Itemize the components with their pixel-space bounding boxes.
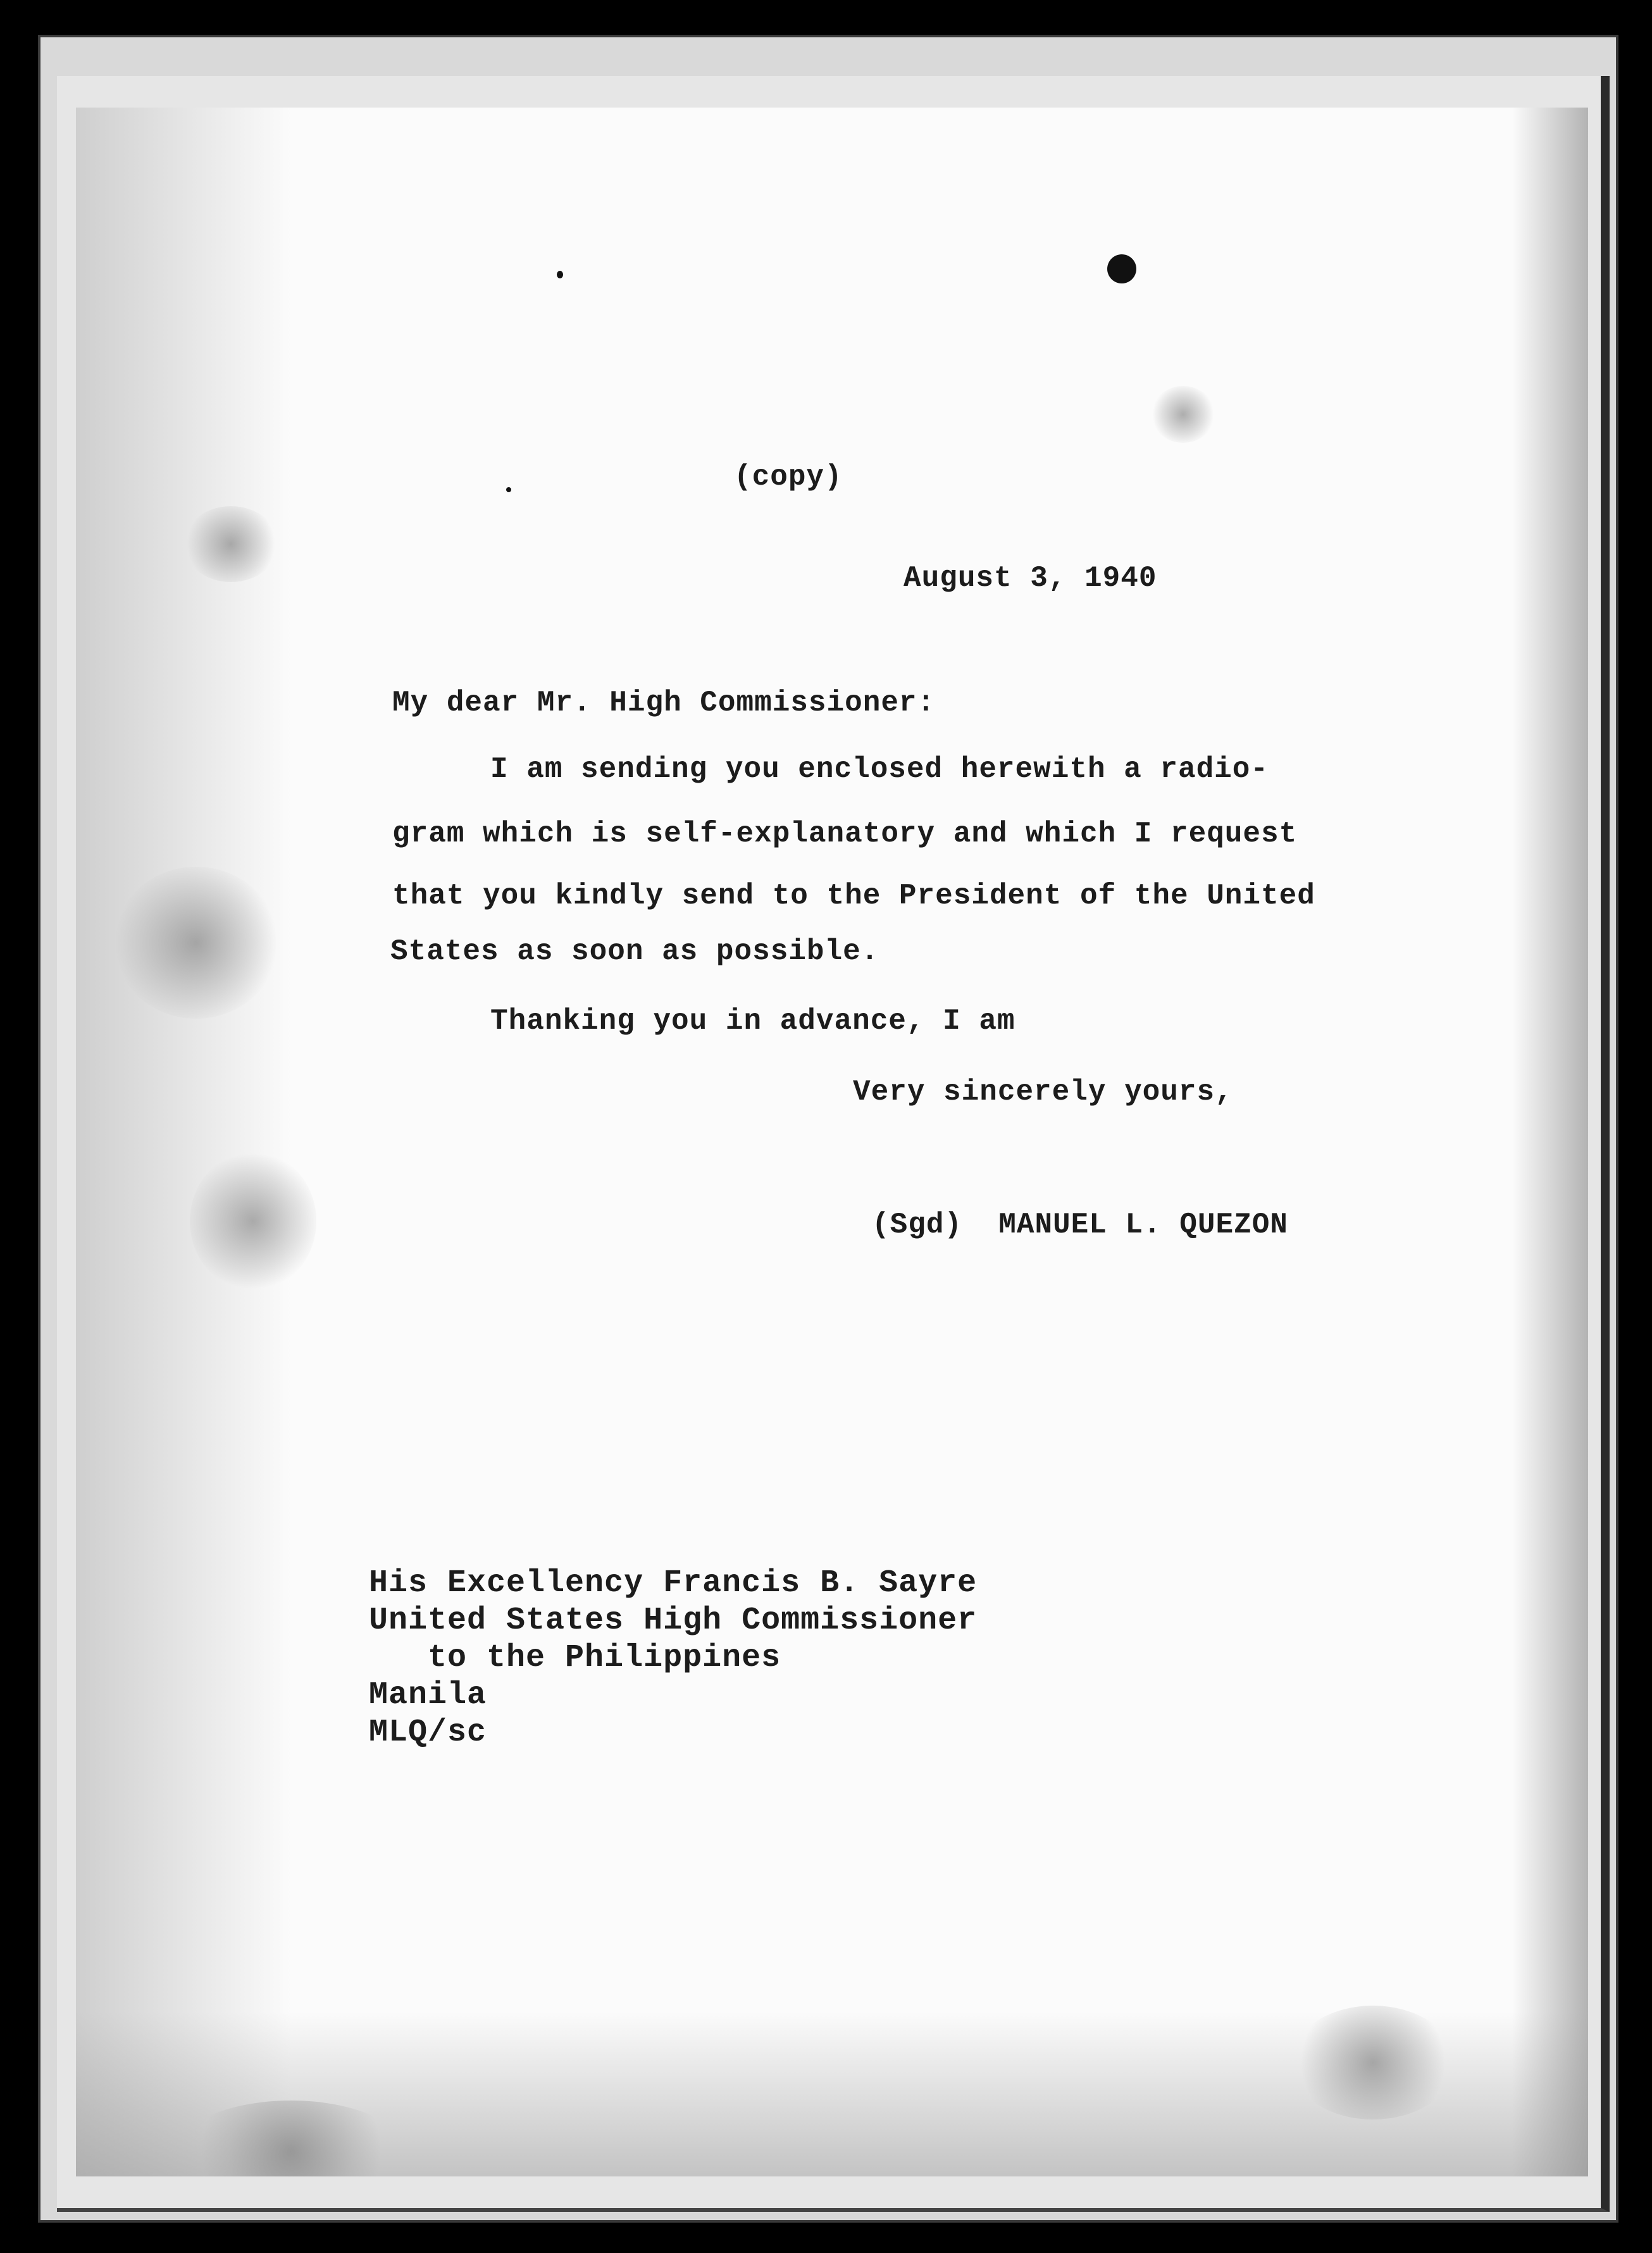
salutation: My dear Mr. High Commissioner:: [392, 686, 936, 719]
smudge: [114, 867, 278, 1019]
page-shading-left: [76, 108, 291, 2176]
recipient-line: His Excellency Francis B. Sayre: [369, 1565, 978, 1601]
smudge: [190, 1151, 316, 1291]
ink-blot: [506, 487, 511, 492]
ink-blot: [557, 271, 563, 278]
complimentary-close: Very sincerely yours,: [853, 1076, 1233, 1108]
letter-date: August 3, 1940: [904, 562, 1157, 595]
smudge: [183, 506, 278, 582]
copy-mark: (copy): [734, 461, 843, 493]
body-line: that you kindly send to the President of the United: [392, 879, 1315, 912]
reference-initials: MLQ/sc: [369, 1715, 487, 1751]
smudge: [1152, 386, 1215, 443]
page-shading-right: [1512, 108, 1588, 2176]
signature: (Sgd) MANUEL L. QUEZON: [872, 1208, 1288, 1241]
smudge: [1291, 2006, 1455, 2120]
body-line: gram which is self-explanatory and which I request: [392, 817, 1298, 850]
closing-paragraph: Thanking you in advance, I am: [490, 1005, 1015, 1038]
recipient-line: United States High Commissioner: [369, 1603, 978, 1639]
body-line: I am sending you enclosed herewith a radio-: [490, 753, 1269, 786]
recipient-line: Manila: [369, 1677, 487, 1713]
letter-page: [76, 108, 1588, 2176]
body-line: States as soon as possible.: [390, 935, 879, 968]
recipient-line: to the Philippines: [369, 1640, 781, 1676]
ink-blot: [1107, 254, 1136, 283]
